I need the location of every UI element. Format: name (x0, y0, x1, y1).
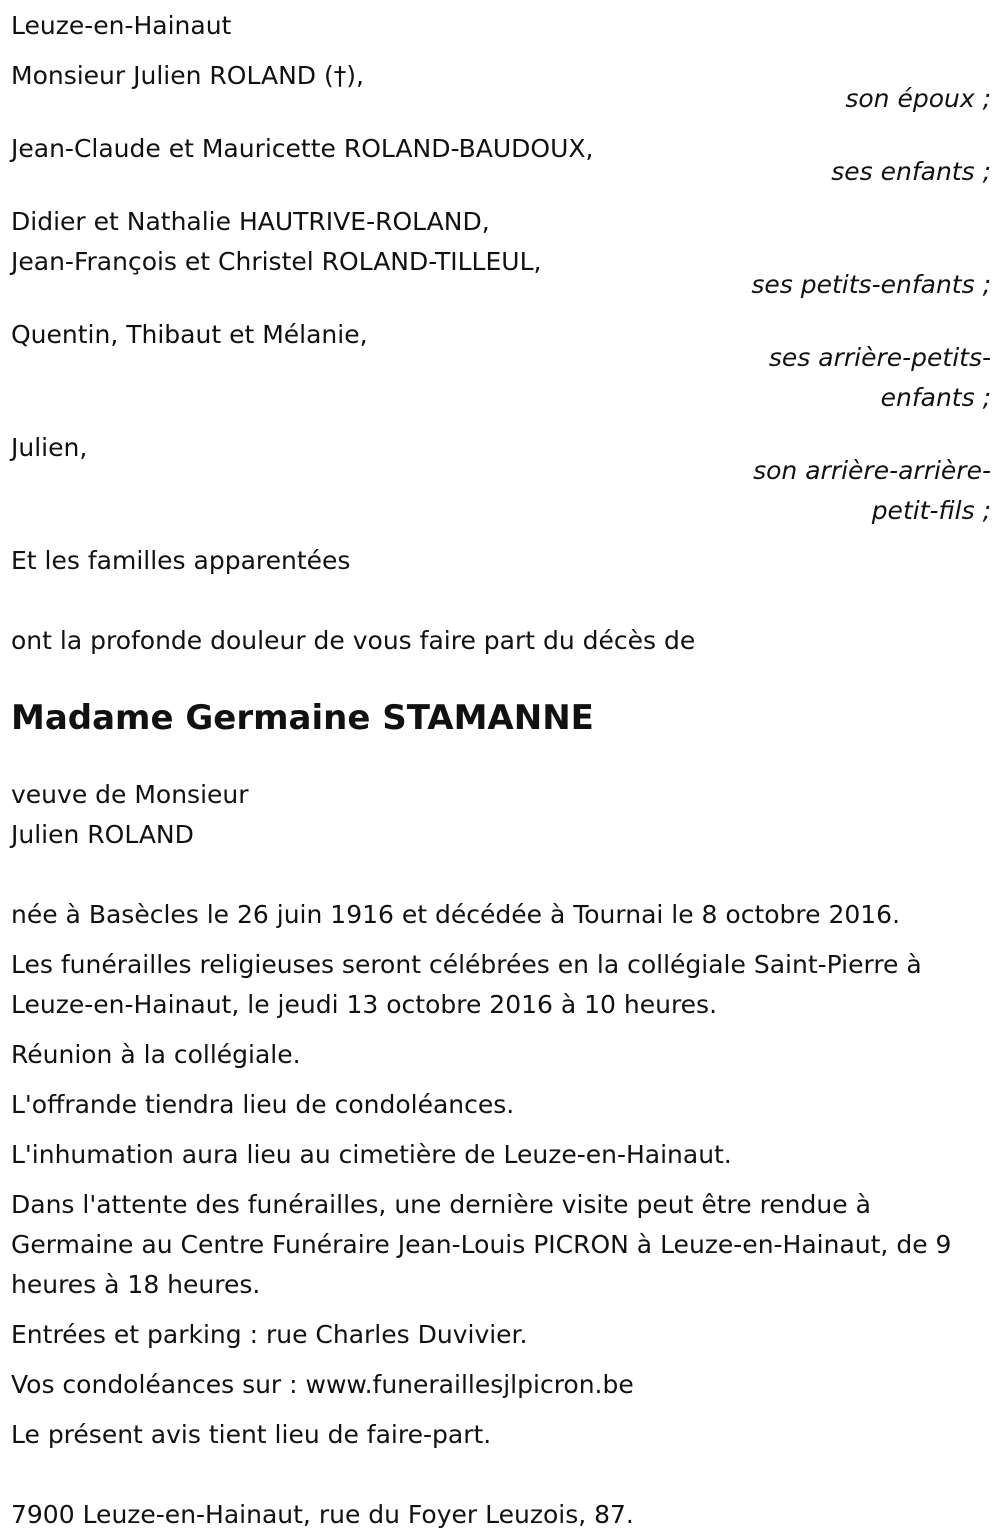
family-relation: son arrière-arrière- (753, 456, 991, 485)
family-group-great-great-grandson (11, 428, 991, 531)
family-name: Julien, (11, 433, 88, 462)
address: 7900 Leuze-en-Hainaut, rue du Foyer Leuzois, 87. (11, 1500, 634, 1529)
announcement: ont la profonde douleur de vous faire part du décès de (11, 626, 696, 655)
family-relation: ses petits-enfants ; (751, 270, 991, 299)
header-location: Leuze-en-Hainaut (11, 11, 232, 40)
detail-parking: Entrées et parking : rue Charles Duvivier. (11, 1320, 528, 1349)
family-group-children (11, 129, 991, 192)
deceased-name: Madame Germaine STAMANNE (11, 698, 594, 738)
detail-birth-death: née à Basècles le 26 juin 1916 et décédée à Tournai le 8 octobre 2016. (11, 900, 901, 929)
detail-funeral: Les funérailles religieuses seront célébrées en la collégiale Saint-Pierre à Leuze-en-Hainaut, le jeudi 13 octobre 2016 à 10 heures. (11, 950, 922, 1019)
detail-condolences: Vos condoléances sur : www.funeraillesjlpicron.be (11, 1370, 634, 1399)
family-relation: petit-fils ; (871, 496, 991, 525)
widow-line: Julien ROLAND (11, 820, 194, 849)
family-name: Quentin, Thibaut et Mélanie, (11, 320, 368, 349)
family-group-grandchildren (11, 202, 991, 305)
family-name: Didier et Nathalie HAUTRIVE-ROLAND, (11, 207, 490, 236)
details-block (11, 895, 991, 1455)
detail-offering: L'offrande tiendra lieu de condoléances. (11, 1090, 515, 1119)
family-name: Monsieur Julien ROLAND (†), (11, 61, 364, 90)
families-line: Et les familles apparentées (11, 546, 351, 575)
detail-meeting: Réunion à la collégiale. (11, 1040, 301, 1069)
family-relation: ses arrière-petits- (768, 343, 991, 372)
family-relation: son époux ; (845, 84, 991, 113)
widow-line: veuve de Monsieur (11, 780, 249, 809)
family-name: Jean-François et Christel ROLAND-TILLEUL, (11, 247, 542, 276)
detail-notice: Le présent avis tient lieu de faire-part. (11, 1420, 492, 1449)
family-group-great-grandchildren (11, 315, 991, 418)
detail-visit: Dans l'attente des funérailles, une dernière visite peut être rendue à Germaine au Centre Funéraire Jean-Louis PICRON à Leuze-en-Hainaut, de 9 heures à 18 heures. (11, 1190, 952, 1299)
obituary-notice (11, 6, 991, 1535)
family-relation: enfants ; (880, 383, 991, 412)
family-group-spouse (11, 56, 991, 119)
family-name: Jean-Claude et Mauricette ROLAND-BAUDOUX, (11, 134, 594, 163)
detail-burial: L'inhumation aura lieu au cimetière de Leuze-en-Hainaut. (11, 1140, 732, 1169)
family-relation: ses enfants ; (831, 157, 991, 186)
